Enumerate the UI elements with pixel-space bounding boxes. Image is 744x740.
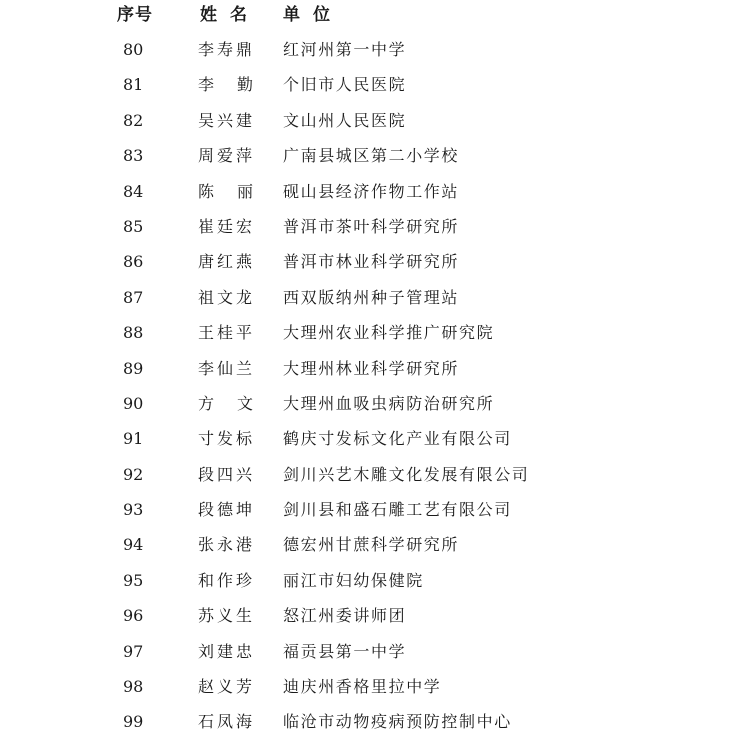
row-unit: 福贡县第一中学 [283, 641, 407, 661]
row-number: 82 [123, 110, 144, 130]
row-unit: 大理州血吸虫病防治研究所 [283, 393, 495, 413]
row-number: 88 [123, 323, 144, 343]
row-unit: 普洱市林业科学研究所 [283, 252, 460, 272]
row-name: 和作珍 [198, 570, 256, 590]
table-row [0, 492, 744, 527]
table-row [0, 704, 744, 739]
row-number: 85 [123, 216, 144, 236]
table-row [0, 634, 744, 669]
row-number: 90 [123, 393, 144, 413]
row-name: 段德坤 [198, 500, 256, 520]
table-row [0, 457, 744, 492]
table-row [0, 280, 744, 315]
row-unit: 迪庆州香格里拉中学 [283, 677, 442, 697]
header-name: 姓名 [200, 5, 260, 25]
header-unit: 单位 [283, 5, 343, 25]
row-name: 崔廷宏 [198, 216, 256, 236]
row-name: 方文 [198, 393, 277, 413]
row-unit: 广南县城区第二小学校 [283, 146, 460, 166]
table-row [0, 421, 744, 456]
row-name: 寸发标 [198, 429, 256, 449]
table-row [0, 103, 744, 138]
row-name: 祖文龙 [198, 287, 256, 307]
row-unit: 剑川兴艺木雕文化发展有限公司 [283, 464, 530, 484]
row-number: 87 [123, 287, 144, 307]
row-unit: 红河州第一中学 [283, 40, 407, 59]
row-number: 89 [123, 358, 144, 378]
row-number: 92 [123, 464, 144, 484]
table-row [0, 138, 744, 173]
row-unit: 怒江州委讲师团 [283, 606, 407, 626]
table-row [0, 563, 744, 598]
row-number: 93 [123, 500, 144, 520]
row-name: 段四兴 [198, 464, 256, 484]
row-unit: 西双版纳州种子管理站 [283, 287, 460, 307]
row-number: 84 [123, 181, 144, 201]
table-row [0, 669, 744, 704]
row-unit: 文山州人民医院 [283, 110, 407, 130]
row-name: 石凤海 [198, 712, 256, 732]
row-unit: 大理州林业科学研究所 [283, 358, 460, 378]
table-header [0, 0, 744, 30]
row-unit: 丽江市妇幼保健院 [283, 570, 424, 590]
row-number: 97 [123, 641, 144, 661]
row-number: 80 [123, 40, 144, 59]
row-name: 赵义芳 [198, 677, 256, 697]
table-row [0, 527, 744, 562]
row-name: 吴兴建 [198, 110, 256, 130]
row-name: 刘建忠 [198, 641, 256, 661]
table-row [0, 244, 744, 279]
row-number: 91 [123, 429, 144, 449]
row-unit: 临沧市动物疫病预防控制中心 [283, 712, 512, 732]
row-number: 83 [123, 146, 144, 166]
row-name: 李仙兰 [198, 358, 256, 378]
table-row [0, 32, 744, 67]
table-body [0, 32, 744, 740]
row-number: 95 [123, 570, 144, 590]
row-unit: 鹤庆寸发标文化产业有限公司 [283, 429, 512, 449]
table-row [0, 386, 744, 421]
row-name: 张永港 [198, 535, 256, 555]
row-number: 99 [123, 712, 144, 732]
row-unit: 德宏州甘蔗科学研究所 [283, 535, 460, 555]
row-unit: 大理州农业科学推广研究院 [283, 323, 495, 343]
row-number: 86 [123, 252, 144, 272]
table-row [0, 174, 744, 209]
row-name: 王桂平 [198, 323, 256, 343]
row-number: 98 [123, 677, 144, 697]
row-name: 李勤 [198, 75, 277, 95]
row-name: 周爱萍 [198, 146, 256, 166]
row-unit: 剑川县和盛石雕工艺有限公司 [283, 500, 512, 520]
row-unit: 个旧市人民医院 [283, 75, 407, 95]
row-unit: 砚山县经济作物工作站 [283, 181, 460, 201]
row-name: 李寿鼎 [198, 40, 256, 59]
table-row [0, 315, 744, 350]
row-name: 唐红燕 [198, 252, 256, 272]
row-number: 81 [123, 75, 144, 95]
table-row [0, 209, 744, 244]
row-name: 苏义生 [198, 606, 256, 626]
row-number: 94 [123, 535, 144, 555]
table-row [0, 351, 744, 386]
header-number: 序号 [117, 5, 153, 25]
row-unit: 普洱市茶叶科学研究所 [283, 216, 460, 236]
table-row [0, 598, 744, 633]
row-name: 陈丽 [198, 181, 277, 201]
row-number: 96 [123, 606, 144, 626]
table-row [0, 67, 744, 102]
